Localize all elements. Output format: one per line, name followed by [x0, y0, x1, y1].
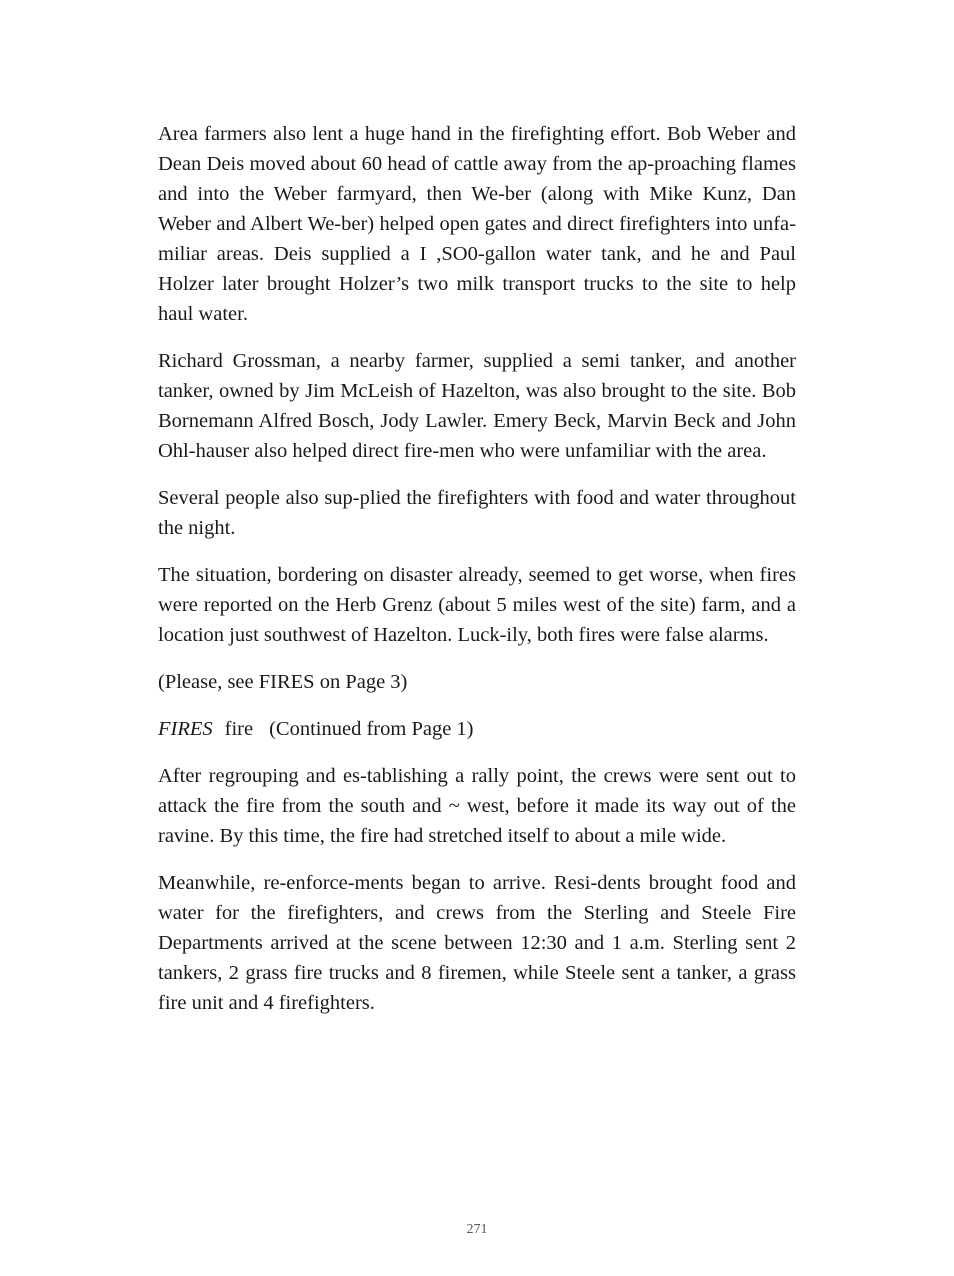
paragraph-regrouping: After regrouping and es-tablishing a rally point, the crews were sent out to attack the fire from the south and ~ west, before it made its way out of the ravine. By this time, the fire had stretched itself to about a mile wide. [158, 765, 796, 847]
continuation-title: FIRES [158, 718, 213, 740]
continuation-note: (Continued from Page 1) [269, 718, 474, 740]
paragraph-false-alarms: The situation, bordering on disaster already, seemed to get worse, when fires were reported on the Herb Grenz (about 5 miles west of the site) farm, and a location just southwest of Hazelton. Luck-ily, both fires were false alarms. [158, 564, 796, 646]
paragraph-reinforcements: Meanwhile, re-enforce-ments began to arrive. Resi-dents brought food and water for the firefighters, and crews from the Sterling and Steele Fire Departments arrived at the scene between 12:30 and 1 a.m. Sterling sent 2 tankers, 2 grass fire trucks and 8 firemen, while Steele sent a tanker, a grass fire unit and 4 firefighters. [158, 872, 796, 1014]
paragraph-food-water: Several people also sup-plied the firefighters with food and water throughout the night. [158, 487, 796, 539]
paragraph-tankers: Richard Grossman, a nearby farmer, supplied a semi tanker, and another tanker, owned by Jim McLeish of Hazelton, was also brought to the site. Bob Bornemann Alfred Bosch, Jody Lawler. Emery Beck, Marvin Beck and John Ohl-hauser also helped direct fire-men who were unfamiliar with the area. [158, 350, 796, 462]
paragraph-farmers: Area farmers also lent a huge hand in the firefighting effort. Bob Weber and Dean Deis moved about 60 head of cattle away from the ap-proaching flames and into the Weber farmyard, then We-ber (along with Mike Kunz, Dan Weber and Albert We-ber) helped open gates and direct firefighters into unfa-miliar areas. Deis supplied a I ,SO0-gallon water tank, and he and Paul Holzer later brought Holzer’s two milk transport trucks to the site to help haul water. [158, 123, 796, 325]
continuation-word: fire [224, 718, 254, 740]
see-also-note: (Please, see FIRES on Page 3) [158, 671, 408, 693]
continuation-heading [158, 714, 796, 744]
page-number: 271 [466, 1222, 488, 1237]
page-body [158, 119, 796, 1035]
